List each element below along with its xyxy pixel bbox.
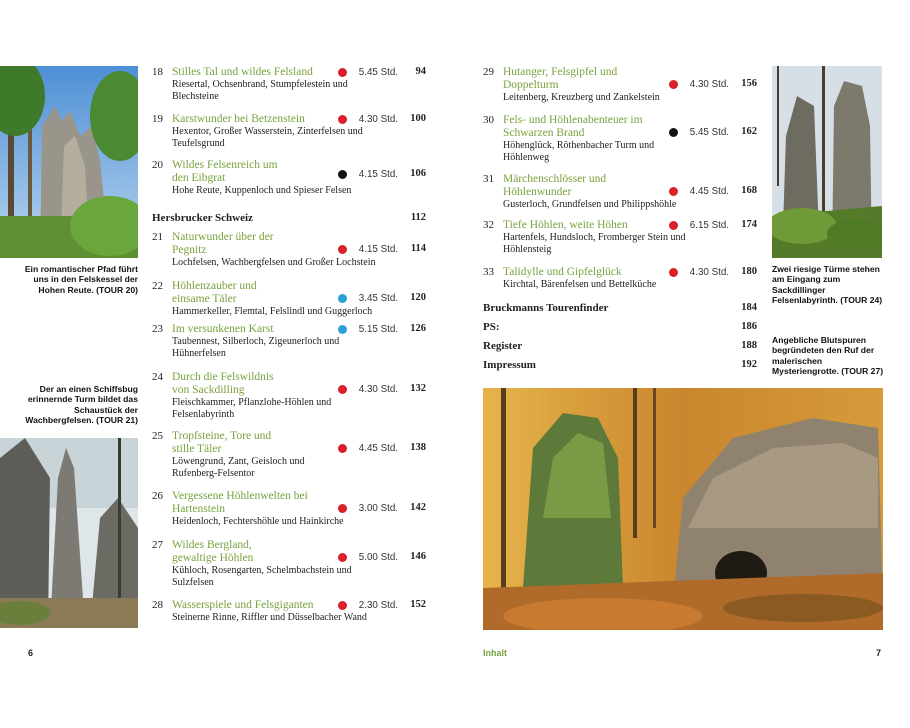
toc-entry[interactable]: [152, 159, 432, 207]
tour-page: 126: [410, 323, 426, 334]
tour-number: 31: [483, 173, 494, 185]
tour-page: 180: [741, 266, 757, 277]
tour-title: Märchenschlösser und Höhlenwunder: [503, 173, 607, 198]
tour-duration: 3.45 Std.: [358, 293, 398, 304]
tour-description: Kühloch, Rosengarten, Schelmbachstein und Sulzfelsen: [172, 565, 352, 589]
photo-mysteriengrotte: [483, 388, 883, 630]
difficulty-red-dot: [338, 504, 347, 513]
tour-number: 19: [152, 113, 163, 125]
tour-description: Hartenfels, Hundsloch, Fromberger Stein und Höhlensteig: [503, 232, 686, 256]
toc-entry[interactable]: [152, 430, 432, 490]
tour-number: 30: [483, 114, 494, 126]
toc-entry[interactable]: [483, 66, 763, 114]
toc-entry[interactable]: [483, 173, 763, 219]
difficulty-red-dot: [338, 245, 347, 254]
difficulty-red-dot: [338, 68, 347, 77]
tour-duration: 3.00 Std.: [358, 503, 398, 514]
difficulty-red-dot: [669, 221, 678, 230]
toc-entry[interactable]: [483, 219, 763, 266]
toc-right: [483, 66, 763, 300]
toc-entry[interactable]: [152, 371, 432, 430]
caption-bottom-right: Angebliche Blutspuren begründeten den Ruf der malerischen Mysteriengrotte. (TOUR 27): [772, 335, 884, 376]
tour-duration: 4.30 Std.: [358, 114, 398, 125]
tour-title: Naturwunder über der Pegnitz: [172, 231, 274, 256]
difficulty-blue-dot: [338, 294, 347, 303]
tour-duration: 4.15 Std.: [358, 244, 398, 255]
tour-title: Wasserspiele und Felsgiganten: [172, 599, 314, 611]
tour-page: 174: [741, 219, 757, 230]
caption-bottom-left: Der an einen Schiffsbug erinnernde Turm bildet das Schaustück der Wachbergfelsen. (TOUR 21): [25, 384, 138, 425]
difficulty-red-dot: [338, 444, 347, 453]
tour-duration: 5.00 Std.: [358, 552, 398, 563]
difficulty-red-dot: [669, 187, 678, 196]
tour-duration: 4.45 Std.: [358, 443, 398, 454]
tour-number: 24: [152, 371, 163, 383]
tour-page: 152: [410, 599, 426, 610]
tour-title: Vergessene Höhlenwelten bei Hartenstein: [172, 490, 308, 515]
toc-entry[interactable]: [152, 323, 432, 371]
tour-number: 29: [483, 66, 494, 78]
toc-entry[interactable]: [152, 66, 432, 113]
tour-page: 156: [741, 78, 757, 89]
tour-duration: 4.45 Std.: [689, 186, 729, 197]
tour-description: Löwengrund, Zant, Geisloch und Rufenberg-Felsentor: [172, 456, 305, 480]
tour-page: 94: [415, 66, 426, 77]
tour-duration: 4.15 Std.: [358, 169, 398, 180]
tour-page: 100: [410, 113, 426, 124]
toc-entry[interactable]: [483, 114, 763, 173]
tour-page: 132: [410, 383, 426, 394]
page-number-left: 6: [28, 648, 34, 658]
extra-ps[interactable]: PS:: [483, 321, 500, 333]
tour-title: Tiefe Höhlen, weite Höhen: [503, 219, 628, 231]
tour-page: 106: [410, 168, 426, 179]
difficulty-black-dot: [669, 128, 678, 137]
tour-title: Fels- und Höhlenabenteuer im Schwarzen Brand: [503, 114, 643, 139]
tour-title: Durch die Felswildnis von Sackdilling: [172, 371, 274, 396]
tour-number: 22: [152, 280, 163, 292]
tour-title: Im versunkenen Karst: [172, 323, 274, 335]
difficulty-red-dot: [338, 115, 347, 124]
footer-label-inhalt: Inhalt: [483, 648, 507, 658]
tour-page: 114: [410, 243, 426, 254]
tour-description: Leitenberg, Kreuzberg und Zankelstein: [503, 92, 660, 103]
tour-description: Höhenglück, Röthenbacher Turm und Höhlenweg: [503, 140, 655, 164]
toc-left-2: [152, 231, 432, 631]
extra-page: 186: [741, 321, 757, 332]
tour-number: 20: [152, 159, 163, 171]
tour-number: 21: [152, 231, 163, 243]
tour-number: 26: [152, 490, 163, 502]
photo-wachbergfelsen: [0, 438, 138, 628]
caption-top-left: Ein romantischer Pfad führt uns in den Felskessel der Hohen Reute. (TOUR 20): [24, 264, 138, 295]
tour-number: 33: [483, 266, 494, 278]
photo-sackdilling-towers: [772, 66, 882, 258]
tour-description: Riesertal, Ochsenbrand, Stumpfelestein und Blechsteine: [172, 79, 348, 103]
toc-entry[interactable]: [483, 266, 763, 300]
tour-description: Steinerne Rinne, Riffler und Düsselbacher Wand: [172, 612, 367, 623]
tour-duration: 5.15 Std.: [358, 324, 398, 335]
tour-page: 138: [410, 442, 426, 453]
tour-number: 18: [152, 66, 163, 78]
tour-title: Tropfsteine, Tore und stille Täler: [172, 430, 272, 455]
tour-page: 142: [410, 502, 426, 513]
tour-number: 32: [483, 219, 494, 231]
tour-page: 168: [741, 185, 757, 196]
tour-description: Hohe Reute, Kuppenloch und Spieser Felsen: [172, 185, 352, 196]
tour-number: 27: [152, 539, 163, 551]
tour-description: Hammerkeller, Flemtal, Felslindl und Guggerloch: [172, 306, 373, 317]
tour-description: Heidenloch, Fechtershöhle und Hainkirche: [172, 516, 344, 527]
tour-title: Höhlenzauber und einsame Täler: [172, 280, 257, 305]
tour-number: 23: [152, 323, 163, 335]
tour-duration: 2.30 Std.: [358, 600, 398, 611]
toc-entry[interactable]: [152, 539, 432, 599]
tour-description: Kirchtal, Bärenfelsen und Bettelküche: [503, 279, 657, 290]
tour-duration: 4.30 Std.: [358, 384, 398, 395]
tour-duration: 4.30 Std.: [689, 79, 729, 90]
page-number-right: 7: [876, 648, 882, 658]
tour-title: Karstwunder bei Betzenstein: [172, 113, 305, 125]
tour-description: Hexentor, Großer Wasserstein, Zinterfelsen und Teufelsgrund: [172, 126, 363, 150]
toc-entry[interactable]: [152, 280, 432, 323]
difficulty-blue-dot: [338, 325, 347, 334]
section-hersbrucker-schweiz[interactable]: Hersbrucker Schweiz: [152, 212, 253, 224]
tour-description: Lochfelsen, Wachbergfelsen und Großer Lochstein: [172, 257, 376, 268]
extra-page: 184: [741, 302, 757, 313]
tour-duration: 6.15 Std.: [689, 220, 729, 231]
difficulty-red-dot: [669, 268, 678, 277]
photo-hohe-reute: [0, 66, 138, 258]
caption-top-right: Zwei riesige Türme stehen am Eingang zum Sackdillinger Felsenlabyrinth. (TOUR 24): [772, 264, 883, 305]
tour-title: Wildes Bergland, gewaltige Höhlen: [172, 539, 254, 564]
extra-tourenfinder[interactable]: Bruckmanns Tourenfinder: [483, 302, 609, 314]
extra-register[interactable]: Register: [483, 340, 523, 352]
tour-duration: 5.45 Std.: [358, 67, 398, 78]
tour-description: Fleischkammer, Pflanzlohe-Höhlen und Felsenlabyrinth: [172, 397, 332, 421]
toc-entry[interactable]: [152, 599, 432, 631]
tour-description: Gusterloch, Grundfelsen und Philippshöhle: [503, 199, 677, 210]
difficulty-red-dot: [338, 553, 347, 562]
extra-page: 188: [741, 340, 757, 351]
tour-number: 28: [152, 599, 163, 611]
toc-entry[interactable]: [152, 490, 432, 539]
tour-duration: 4.30 Std.: [689, 267, 729, 278]
toc-entry[interactable]: [152, 113, 432, 159]
toc-left: [152, 66, 432, 207]
difficulty-red-dot: [338, 385, 347, 394]
tour-page: 146: [410, 551, 426, 562]
extra-page: 192: [741, 359, 757, 370]
extra-impressum[interactable]: Impressum: [483, 359, 536, 371]
section-page: 112: [410, 212, 426, 223]
tour-duration: 5.45 Std.: [689, 127, 729, 138]
tour-title: Stilles Tal und wildes Felsland: [172, 66, 313, 78]
toc-entry[interactable]: [152, 231, 432, 280]
difficulty-red-dot: [338, 601, 347, 610]
tour-title: Wildes Felsenreich um den Eibgrat: [172, 159, 278, 184]
tour-title: Talidylle und Gipfelglück: [503, 266, 622, 278]
difficulty-black-dot: [338, 170, 347, 179]
tour-title: Hutanger, Felsgipfel und Doppelturm: [503, 66, 618, 91]
difficulty-red-dot: [669, 80, 678, 89]
tour-page: 162: [741, 126, 757, 137]
tour-description: Taubennest, Silberloch, Zigeunerloch und Hühnerfelsen: [172, 336, 340, 360]
tour-number: 25: [152, 430, 163, 442]
tour-page: 120: [410, 292, 426, 303]
